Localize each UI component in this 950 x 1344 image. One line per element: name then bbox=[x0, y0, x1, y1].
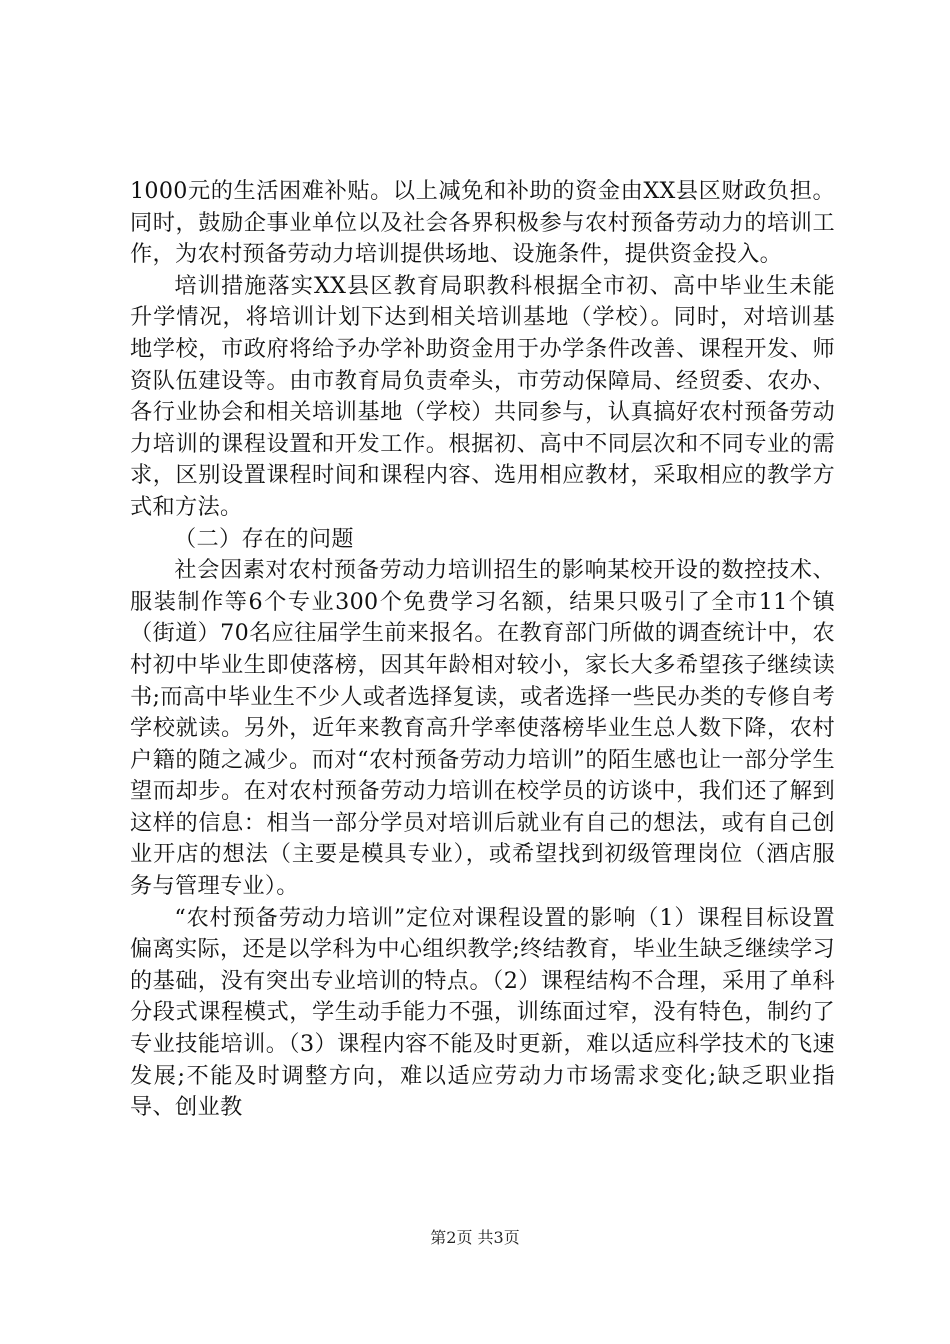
page-footer: 第2页 共3页 bbox=[430, 1228, 520, 1247]
paragraph-subsidy: 1000元的生活困难补贴。以上减免和补助的资金由XX县区财政负担。同时，鼓励企事业单位以及社会各界积极参与农村预备劳动力的培训工作，为农村预备劳动力培训提供场地、设施条件，提供资金投入。 bbox=[130, 178, 835, 268]
document-body bbox=[130, 176, 835, 1124]
section-heading-problems: （二）存在的问题 bbox=[174, 525, 354, 552]
paragraph-course-positioning: “农村预备劳动力培训”定位对课程设置的影响（1）课程目标设置偏离实际，还是以学科为中心组织教学;终结教育，毕业生缺乏继续学习的基础，没有突出专业培训的特点。（2）课程结构不合理，采用了单科分段式课程模式，学生动手能力不强，训练面过窄，没有特色，制约了专业技能培训。（3）课程内容不能及时更新，难以适应科学技术的飞速发展;不能及时调整方向，难以适应劳动力市场需求变化;缺乏职业指导、创业教 bbox=[130, 904, 835, 1121]
paragraph-training-measures: 培训措施落实XX县区教育局职教科根据全市初、高中毕业生未能升学情况，将培训计划下达到相关培训基地（学校）。同时，对培训基地学校，市政府将给予办学补助资金用于办学条件改善、课程开发、师资队伍建设等。由市教育局负责牵头，市劳动保障局、经贸委、农办、各行业协会和相关培训基地（学校）共同参与，认真搞好农村预备劳动力培训的课程设置和开发工作。根据初、高中不同层次和不同专业的需求，区别设置课程时间和课程内容、选用相应教材，采取相应的教学方式和方法。 bbox=[130, 272, 835, 520]
paragraph-social-factors: 社会因素对农村预备劳动力培训招生的影响某校开设的数控技术、服装制作等6个专业300个免费学习名额，结果只吸引了全市11个镇（街道）70名应往届学生前来报名。在教育部门所做的调查统计中，农村初中毕业生即使落榜，因其年龄相对较小，家长大多希望孩子继续读书;而高中毕业生不少人或者选择复读，或者选择一些民办类的专修自考学校就读。另外，近年来教育高升学率使落榜毕业生总人数下降，农村户籍的随之减少。而对“农村预备劳动力培训”的陌生感也让一部分学生望而却步。在对农村预备劳动力培训在校学员的访谈中，我们还了解到这样的信息：相当一部分学员对培训后就业有自己的想法，或有自己创业开店的想法（主要是模具专业），或希望找到初级管理岗位（酒店服务与管理专业）。 bbox=[130, 557, 835, 900]
